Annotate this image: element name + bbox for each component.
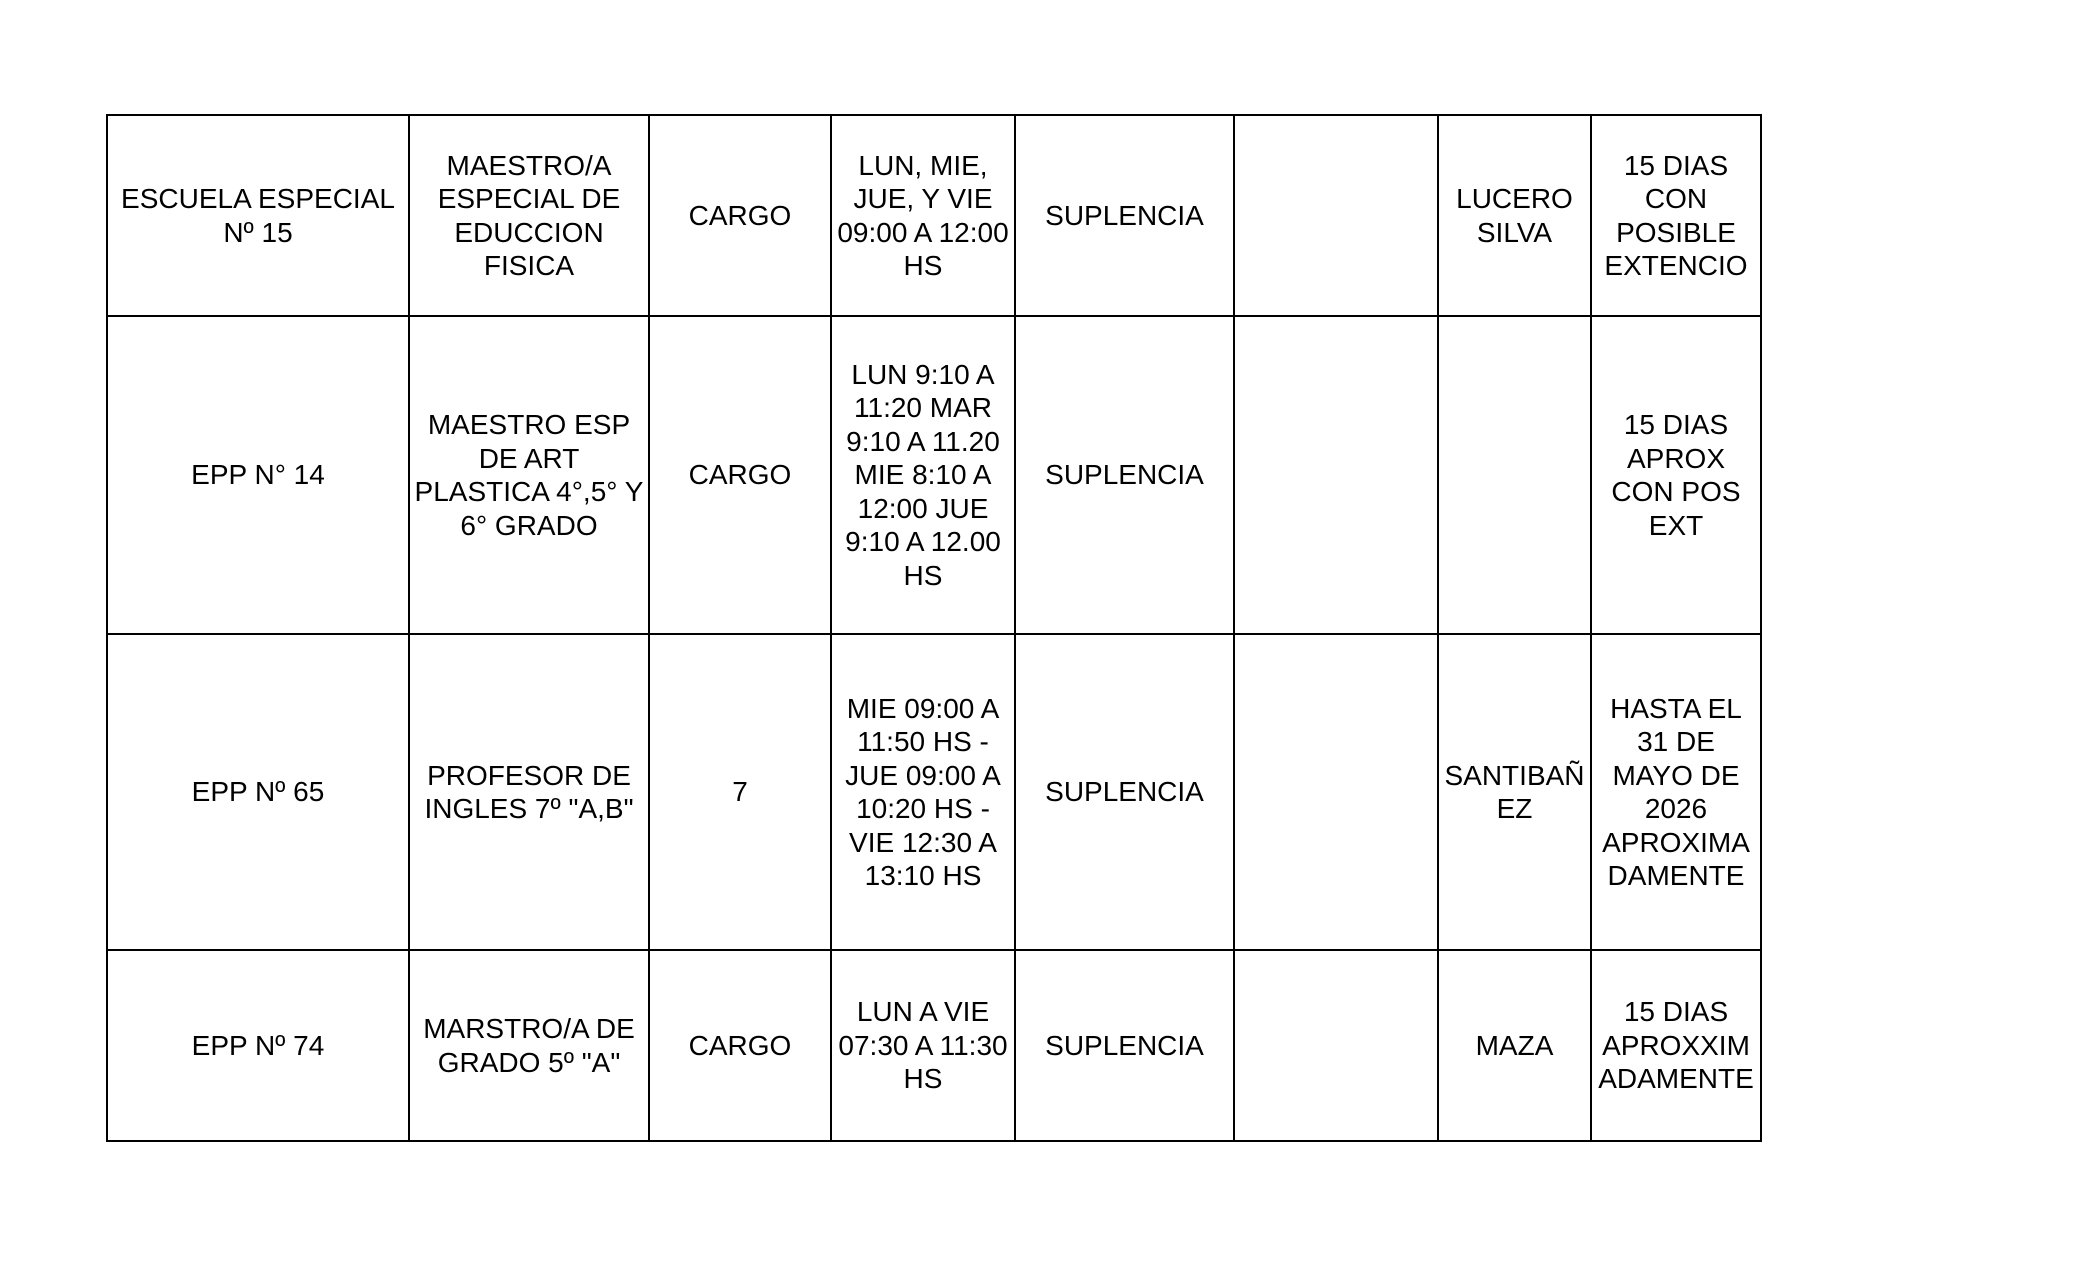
type-cell: SUPLENCIA (1015, 115, 1234, 316)
position-cell: MAESTRO ESP DE ART PLASTICA 4°,5° Y 6° GRADO (409, 316, 649, 634)
hours-cell: CARGO (649, 950, 831, 1141)
school-cell: EPP Nº 65 (107, 634, 409, 950)
empty-cell (1234, 950, 1438, 1141)
duration-cell: 15 DIAS APROX CON POS EXT (1591, 316, 1761, 634)
position-cell: PROFESOR DE INGLES 7º "A,B" (409, 634, 649, 950)
school-cell: ESCUELA ESPECIAL Nº 15 (107, 115, 409, 316)
empty-cell (1234, 634, 1438, 950)
duration-cell: 15 DIAS CON POSIBLE EXTENCIO (1591, 115, 1761, 316)
school-cell: EPP N° 14 (107, 316, 409, 634)
empty-cell (1234, 115, 1438, 316)
hours-cell: CARGO (649, 316, 831, 634)
empty-cell (1234, 316, 1438, 634)
table-row (107, 316, 1761, 634)
type-cell: SUPLENCIA (1015, 950, 1234, 1141)
holder-cell (1438, 316, 1591, 634)
holder-cell: LUCERO SILVA (1438, 115, 1591, 316)
table-row (107, 115, 1761, 316)
duration-cell: HASTA EL 31 DE MAYO DE 2026 APROXIMA DAMENTE (1591, 634, 1761, 950)
schedule-cell: LUN 9:10 A 11:20 MAR 9:10 A 11.20 MIE 8:10 A 12:00 JUE 9:10 A 12.00 HS (831, 316, 1015, 634)
position-cell: MARSTRO/A DE GRADO 5º "A" (409, 950, 649, 1141)
holder-cell: SANTIBAÑ EZ (1438, 634, 1591, 950)
type-cell: SUPLENCIA (1015, 634, 1234, 950)
hours-cell: 7 (649, 634, 831, 950)
table-row (107, 950, 1761, 1141)
schedule-cell: LUN, MIE, JUE, Y VIE 09:00 A 12:00 HS (831, 115, 1015, 316)
hours-cell: CARGO (649, 115, 831, 316)
type-cell: SUPLENCIA (1015, 316, 1234, 634)
duration-cell: 15 DIAS APROXXIM ADAMENTE (1591, 950, 1761, 1141)
schedule-cell: MIE 09:00 A 11:50 HS - JUE 09:00 A 10:20 HS - VIE 12:30 A 13:10 HS (831, 634, 1015, 950)
school-cell: EPP Nº 74 (107, 950, 409, 1141)
vacancy-table (106, 114, 1762, 1142)
position-cell: MAESTRO/A ESPECIAL DE EDUCCION FISICA (409, 115, 649, 316)
table-row (107, 634, 1761, 950)
holder-cell: MAZA (1438, 950, 1591, 1141)
schedule-cell: LUN A VIE 07:30 A 11:30 HS (831, 950, 1015, 1141)
